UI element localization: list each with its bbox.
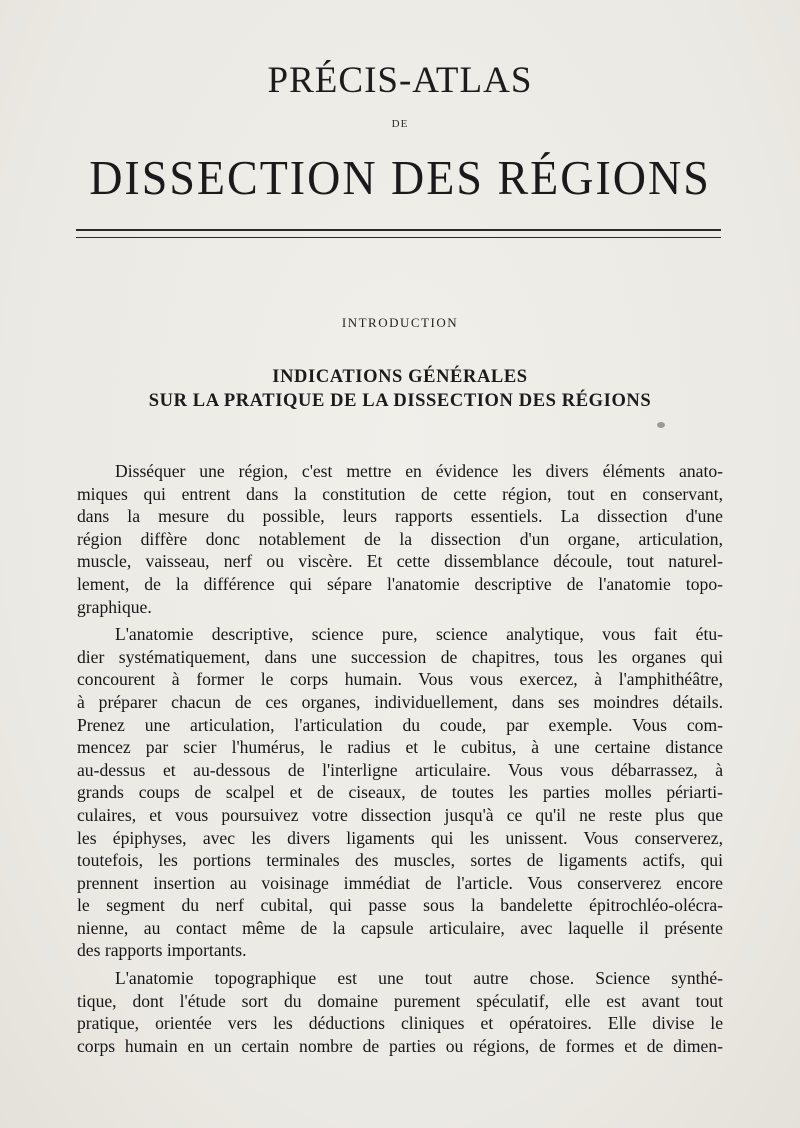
paragraph-1 [77, 460, 723, 618]
section-heading-line-2: SUR LA PRATIQUE DE LA DISSECTION DES RÉGIONS [148, 391, 652, 411]
text-line: région diffère donc notablement de la dissection d'un organe, articulation, [77, 528, 723, 549]
text-line: tique, dont l'étude sort du domaine purement spéculatif, elle est avant tout [77, 990, 723, 1011]
body-text [77, 460, 723, 1057]
text-line: toutefois, les portions terminales des muscles, sortes de ligaments actifs, qui [77, 850, 723, 871]
text-line: L'anatomie topographique est une tout autre chose. Science synthé- [115, 968, 723, 989]
text-line: dier systématiquement, dans une succession de chapitres, tous les organes qui [77, 646, 723, 667]
text-line: miques qui entrent dans la constitution de cette région, tout en conservant, [77, 483, 723, 504]
text-line: nienne, au contact même de la capsule articulaire, avec laquelle il présente [77, 917, 723, 938]
text-line: prennent insertion au voisinage immédiat de l'article. Vous conserverez encore [77, 872, 723, 893]
section-label: INTRODUCTION [341, 315, 459, 330]
text-line: à préparer chacun de ces organes, individuellement, dans ses moindres détails. [77, 691, 723, 712]
double-rule-divider [76, 229, 721, 238]
text-line: concourent à former le corps humain. Vous vous exercez, à l'amphithéâtre, [77, 669, 723, 690]
text-line: les épiphyses, avec les divers ligaments qui les unissent. Vous conserverez, [77, 827, 723, 848]
text-line: mencez par scier l'humérus, le radius et le cubitus, à une certaine distance [77, 737, 723, 758]
text-line: culaires, et vous poursuivez votre dissection jusqu'à ce qu'il ne reste plus que [77, 804, 723, 825]
text-line: graphique. [77, 596, 152, 617]
text-line: au-dessus et au-dessous de l'interligne articulaire. Vous vous débarrassez, à [77, 759, 723, 780]
book-subtitle: DISSECTION DES RÉGIONS [89, 150, 711, 205]
text-line: lement, de la différence qui sépare l'anatomie descriptive de l'anatomie topo- [77, 573, 723, 594]
text-line: corps humain en un certain nombre de parties ou régions, de formes et de dimen- [77, 1035, 723, 1056]
text-line: grands coups de scalpel et de ciseaux, de toutes les parties molles périarti- [77, 782, 723, 803]
ink-speck [657, 422, 665, 428]
text-line: dans la mesure du possible, leurs rapports essentiels. La dissection d'une [77, 506, 723, 527]
text-line: le segment du nerf cubital, qui passe sous la bandelette épitrochléo-olécra- [77, 895, 723, 916]
text-line: pratique, orientée vers les déductions cliniques et opératoires. Elle divise le [77, 1013, 723, 1034]
section-heading-line-1: INDICATIONS GÉNÉRALES [272, 367, 528, 387]
text-line: muscle, vaisseau, nerf ou viscère. Et cette dissemblance découle, tout naturel- [77, 551, 723, 572]
text-line: Prenez une articulation, l'articulation du coude, par exemple. Vous com- [77, 714, 723, 735]
text-line: Disséquer une région, c'est mettre en évidence les divers éléments anato- [115, 461, 723, 481]
text-line: des rapports importants. [77, 940, 247, 961]
paragraph-2 [77, 623, 723, 962]
book-title: PRÉCIS-ATLAS [267, 60, 533, 101]
text-line: L'anatomie descriptive, science pure, science analytique, vous fait étu- [115, 624, 723, 645]
paragraph-3 [77, 967, 723, 1057]
title-connector: DE [391, 118, 409, 130]
